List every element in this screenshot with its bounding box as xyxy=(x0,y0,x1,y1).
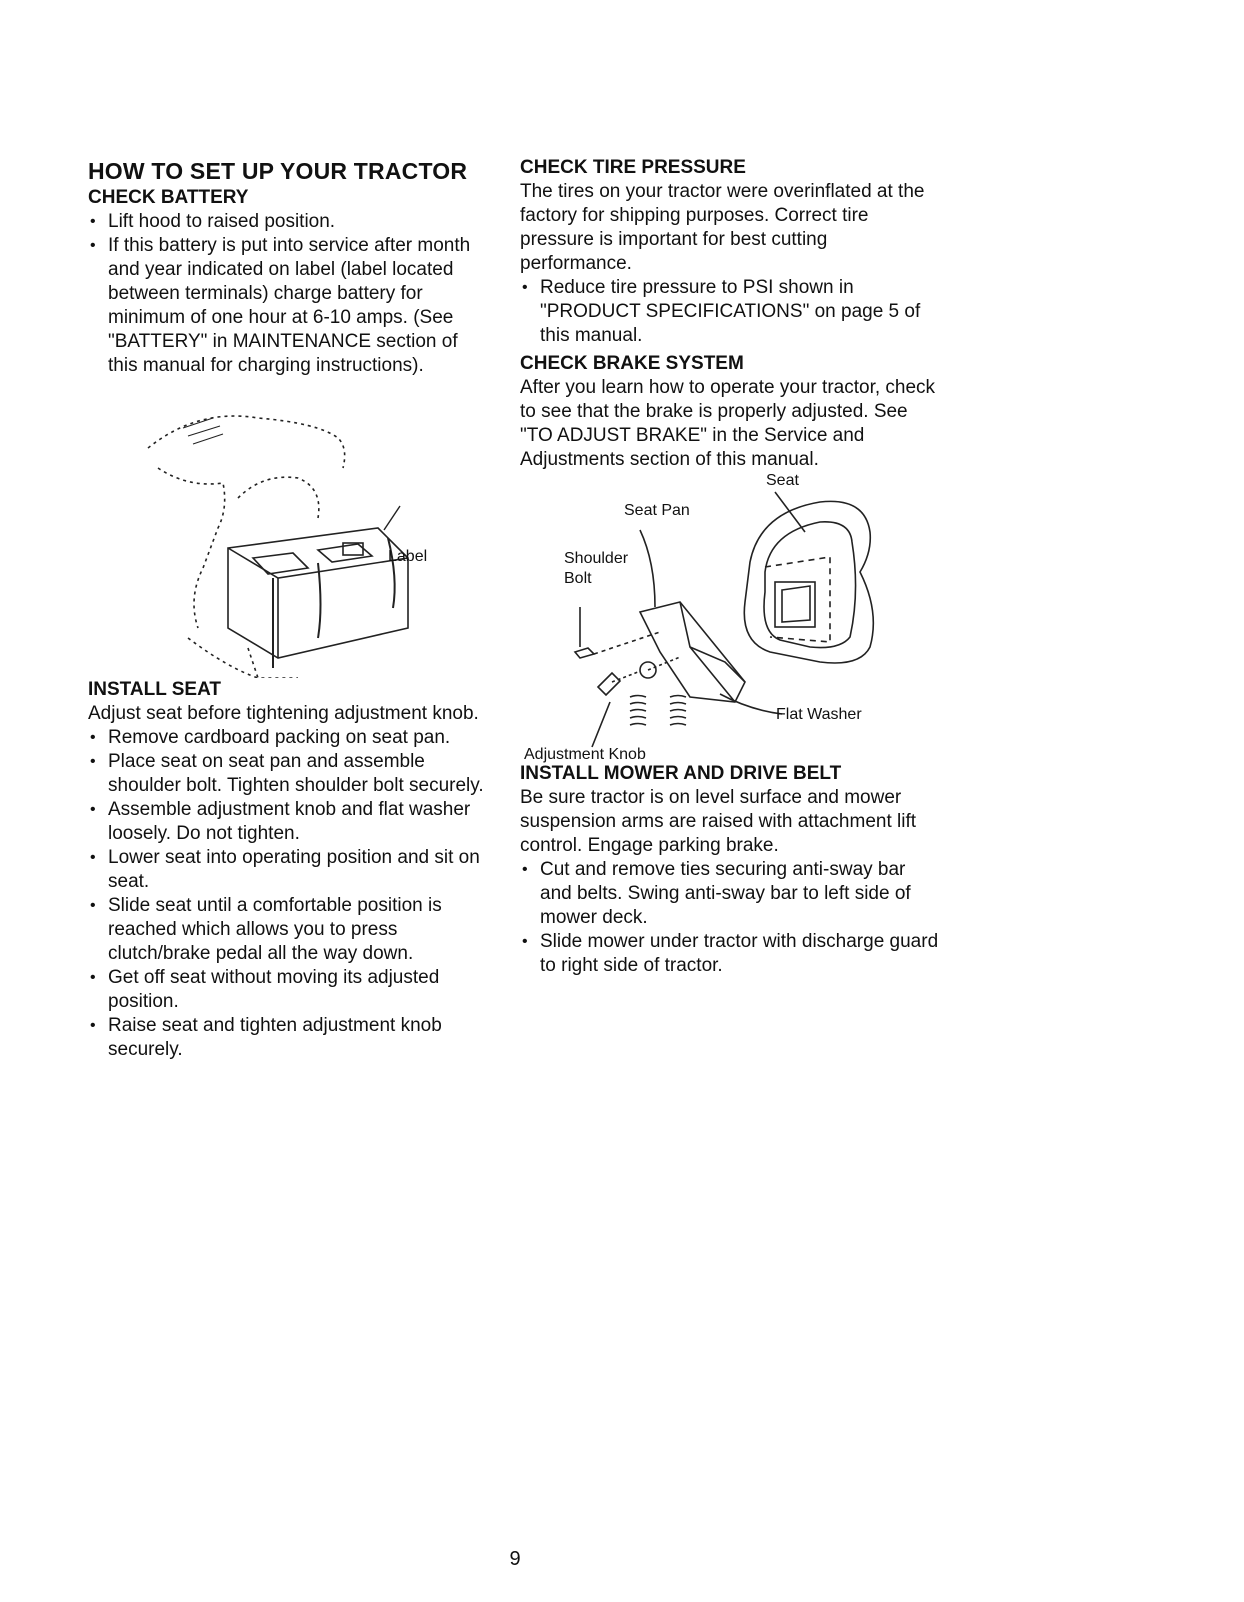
list-item: • Get off seat without moving its adjusted position. xyxy=(88,966,488,1014)
list-item: • Remove cardboard packing on seat pan. xyxy=(88,726,488,750)
list-item: • Reduce tire pressure to PSI shown in "PRODUCT SPECIFICATIONS" on page 5 of this manual. xyxy=(520,276,940,348)
list-item: • If this battery is put into service after month and year indicated on label (label located between terminals) charge battery for minimum of one hour at 6-10 amps. (See "BATTERY" in MAINTENANCE section of this manual for charging instructions). xyxy=(88,234,488,378)
seat-figure xyxy=(520,472,940,762)
check-battery-list xyxy=(88,210,488,378)
shoulder-bolt-callout-line2: Bolt xyxy=(564,570,592,587)
list-item: • Assemble adjustment knob and flat washer loosely. Do not tighten. xyxy=(88,798,488,846)
shoulder-bolt-callout-line1: Shoulder xyxy=(564,550,629,567)
check-tire-pressure-heading: CHECK TIRE PRESSURE xyxy=(520,157,746,178)
list-item: • Lift hood to raised position. xyxy=(88,210,488,234)
check-battery-heading: CHECK BATTERY xyxy=(88,187,249,208)
install-seat-list xyxy=(88,726,488,1062)
list-item: • Slide mower under tractor with discharge guard to right side of tractor. xyxy=(520,930,940,978)
battery-figure xyxy=(88,378,488,678)
seat-illustration xyxy=(520,472,940,762)
install-mower-list xyxy=(520,858,940,978)
check-tire-pressure-list xyxy=(520,276,940,348)
check-brake-system-text: After you learn how to operate your tractor, check to see that the brake is properly adjusted. See "TO ADJUST BRAKE" in the Service and Adjustments section of this manual. xyxy=(520,377,936,470)
list-item: • Raise seat and tighten adjustment knob securely. xyxy=(88,1014,488,1062)
battery-illustration xyxy=(88,378,488,678)
seat-pan-callout: Seat Pan xyxy=(624,502,690,519)
list-item: • Place seat on seat pan and assemble shoulder bolt. Tighten shoulder bolt securely. xyxy=(88,750,488,798)
list-item: • Lower seat into operating position and sit on seat. xyxy=(88,846,488,894)
page-number: 9 xyxy=(509,1548,521,1570)
install-mower-intro: Be sure tractor is on level surface and mower suspension arms are raised with attachment lift control. Engage parking brake. xyxy=(520,787,917,856)
right-column xyxy=(520,156,940,978)
install-seat-heading: INSTALL SEAT xyxy=(88,679,221,700)
left-column xyxy=(88,156,488,1062)
install-mower-heading: INSTALL MOWER AND DRIVE BELT xyxy=(520,763,842,784)
battery-label-callout: Label xyxy=(388,548,428,565)
list-item: • Cut and remove ties securing anti-sway bar and belts. Swing anti-sway bar to left side of mower deck. xyxy=(520,858,940,930)
list-item: • Slide seat until a comfortable position is reached which allows you to press clutch/brake pedal all the way down. xyxy=(88,894,488,966)
seat-callout: Seat xyxy=(766,472,799,489)
check-tire-pressure-intro: The tires on your tractor were overinflated at the factory for shipping purposes. Correct tire pressure is important for best cutting performance. xyxy=(520,181,925,274)
check-brake-system-heading: CHECK BRAKE SYSTEM xyxy=(520,353,744,374)
install-seat-intro: Adjust seat before tightening adjustment knob. xyxy=(88,703,479,724)
flat-washer-callout: Flat Washer xyxy=(776,706,862,723)
page-title: HOW TO SET UP YOUR TRACTOR xyxy=(88,158,468,184)
adjustment-knob-callout: Adjustment Knob xyxy=(524,746,646,763)
